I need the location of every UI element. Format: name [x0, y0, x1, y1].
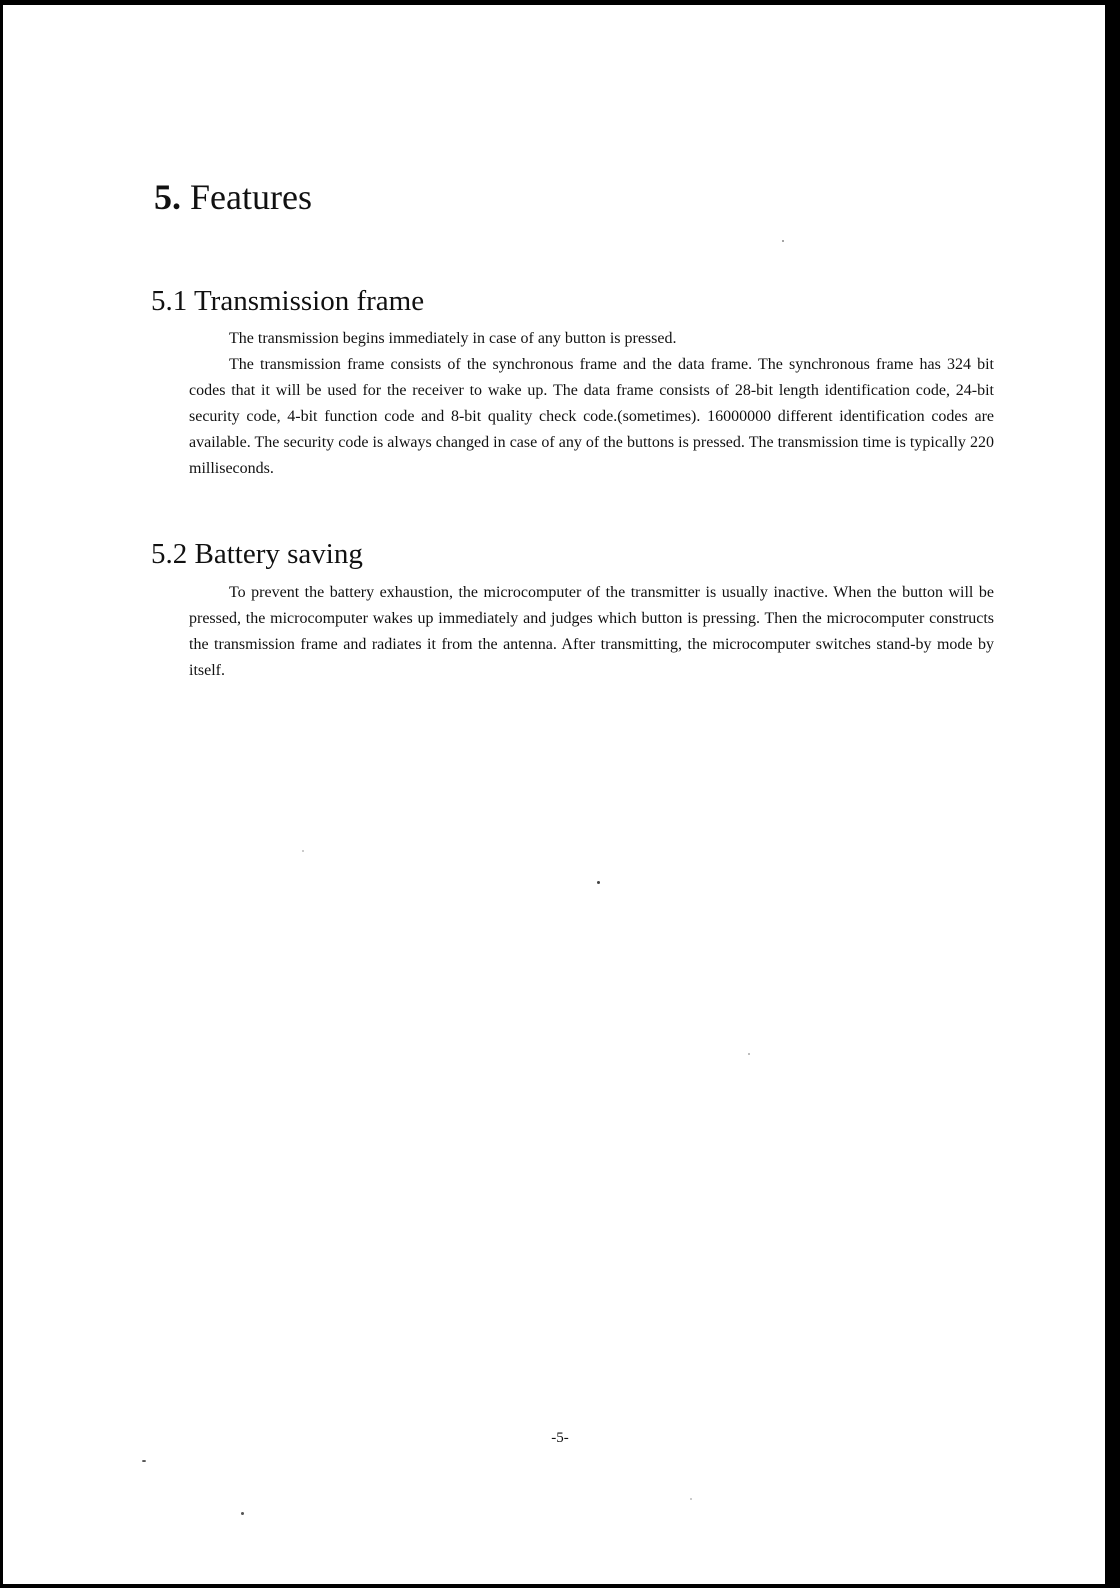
- page-number: -5-: [551, 1430, 569, 1446]
- paragraph: The transmission frame consists of the synchronous frame and the data frame. The synchronous frame has 324 bit codes that it will be used for the receiver to wake up. The data frame consists of 28-bit length identification code, 24-bit security code, 4-bit function code and 8-bit quality check code.(sometimes). 16000000 different identification codes are available. The security code is always changed in case of any of the buttons is pressed. The transmission time is typically 220 milliseconds.: [189, 356, 994, 477]
- chapter-number: 5.: [154, 177, 181, 217]
- section-body-battery-saving: [189, 580, 994, 684]
- scan-speck: [690, 1498, 692, 1500]
- section-heading-battery-saving: 5.2 Battery saving: [151, 538, 363, 570]
- scan-speck: [748, 1053, 750, 1055]
- paragraph: The transmission begins immediately in case of any button is pressed.: [229, 330, 677, 347]
- scan-speck: [241, 1512, 244, 1515]
- scan-speck: [302, 850, 304, 852]
- section-heading-transmission-frame: 5.1 Transmission frame: [151, 285, 425, 317]
- scan-speck: [597, 881, 600, 884]
- paragraph: To prevent the battery exhaustion, the microcomputer of the transmitter is usually inactive. When the button will be pressed, the microcomputer wakes up immediately and judges which button is pressing. Then the microcomputer constructs the transmission frame and radiates it from the antenna. After transmitting, the microcomputer switches stand-by mode by itself.: [189, 584, 994, 679]
- section-body-transmission-frame: [189, 326, 994, 482]
- scan-speck: [782, 240, 784, 242]
- chapter-title: [154, 174, 312, 220]
- chapter-title-text: Features: [190, 177, 312, 217]
- scan-speck: [142, 1460, 146, 1462]
